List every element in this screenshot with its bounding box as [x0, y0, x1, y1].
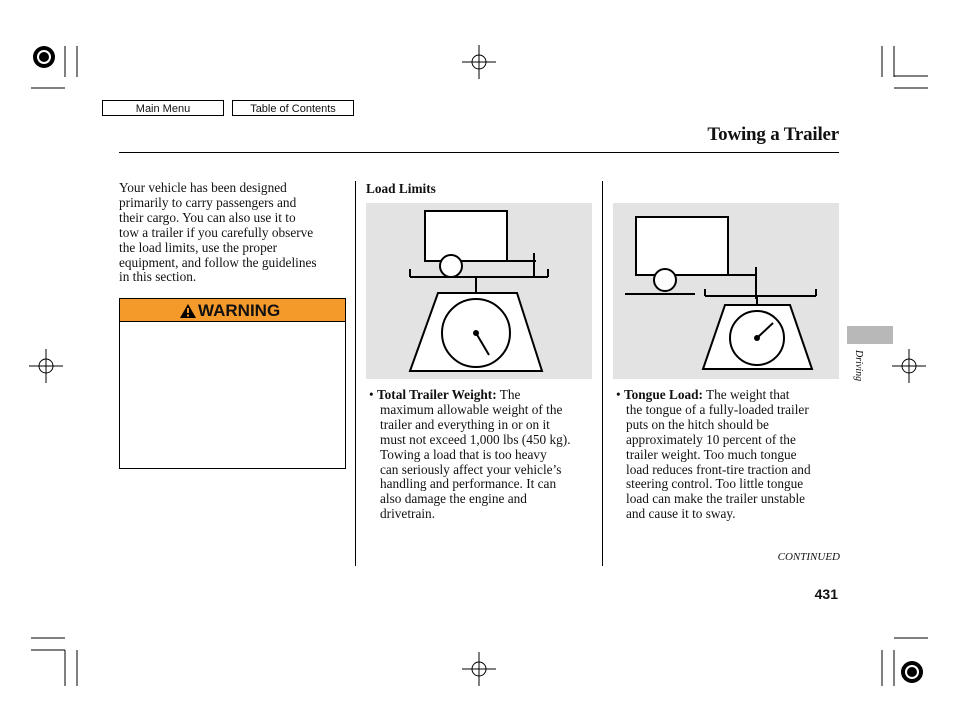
intro-paragraph: [119, 181, 351, 285]
bullet-line: trailer and everything in or on it: [380, 416, 550, 432]
warning-header: [120, 299, 345, 322]
bullet-first-line: • Tongue Load: The weight that: [616, 387, 790, 402]
total-weight-term: Total Trailer Weight:: [376, 387, 497, 402]
warning-triangle-icon: [180, 304, 196, 318]
bullet-line: handling and performance. It can: [380, 476, 557, 492]
column-divider: [355, 181, 356, 566]
bullet-line: load reduces front-tire traction and: [626, 461, 811, 477]
bullet-line: must not exceed 1,000 lbs (450 kg).: [380, 431, 571, 447]
tongue-load-bullet: [616, 388, 848, 522]
continued-label: CONTINUED: [777, 551, 840, 563]
page-title: Towing a Trailer: [707, 124, 839, 145]
header-rule: [119, 152, 839, 153]
bullet-line: puts on the hitch should be: [626, 416, 769, 432]
bullet-line: the tongue of a fully-loaded trailer: [626, 401, 809, 417]
total-weight-bullet: [369, 388, 601, 522]
section-tab[interactable]: [847, 326, 893, 344]
intro-line: their cargo. You can also use it to: [119, 209, 296, 225]
intro-line: tow a trailer if you carefully observe: [119, 224, 314, 240]
intro-line: the load limits, use the proper: [119, 239, 278, 255]
bullet-line: approximately 10 percent of the: [626, 431, 796, 447]
tongue-on-scale-drawing: [613, 203, 839, 379]
page-number: 431: [814, 586, 838, 602]
warning-label: WARNING: [198, 301, 281, 320]
trailer-on-scale-drawing: [366, 203, 592, 379]
bullet-line: and cause it to sway.: [626, 506, 736, 522]
tongue-load-term: Tongue Load:: [623, 387, 703, 402]
bullet-line: also damage the engine and: [380, 491, 527, 507]
bullet-line: can seriously affect your vehicle’s: [380, 461, 562, 477]
table-of-contents-button[interactable]: Table of Contents: [232, 100, 354, 116]
section-tab-label: Driving: [853, 350, 864, 382]
intro-line: Your vehicle has been designed: [119, 180, 287, 195]
tongue-load-illustration: [613, 203, 839, 379]
load-limits-heading: Load Limits: [366, 181, 436, 196]
bullet-line: drivetrain.: [380, 506, 436, 522]
bullet-text: The weight that: [702, 387, 790, 402]
total-weight-illustration: [366, 203, 592, 379]
bullet-line: Towing a load that is too heavy: [380, 446, 547, 462]
bullet-line: steering control. Too little tongue: [626, 476, 804, 492]
column-divider: [602, 181, 603, 566]
intro-line: equipment, and follow the guidelines: [119, 254, 317, 270]
bullet-text: The: [496, 387, 521, 402]
bullet-line: trailer weight. Too much tongue: [626, 446, 797, 462]
main-menu-button[interactable]: Main Menu: [102, 100, 224, 116]
bullet-body: [616, 403, 848, 522]
bullet-line: load can make the trailer unstable: [626, 491, 806, 507]
intro-line: in this section.: [119, 269, 197, 285]
bullet-first-line: • Total Trailer Weight: The: [369, 387, 521, 402]
intro-line: primarily to carry passengers and: [119, 194, 297, 210]
warning-box: [119, 298, 346, 469]
bullet-line: maximum allowable weight of the: [380, 401, 563, 417]
bullet-body: [369, 403, 601, 522]
